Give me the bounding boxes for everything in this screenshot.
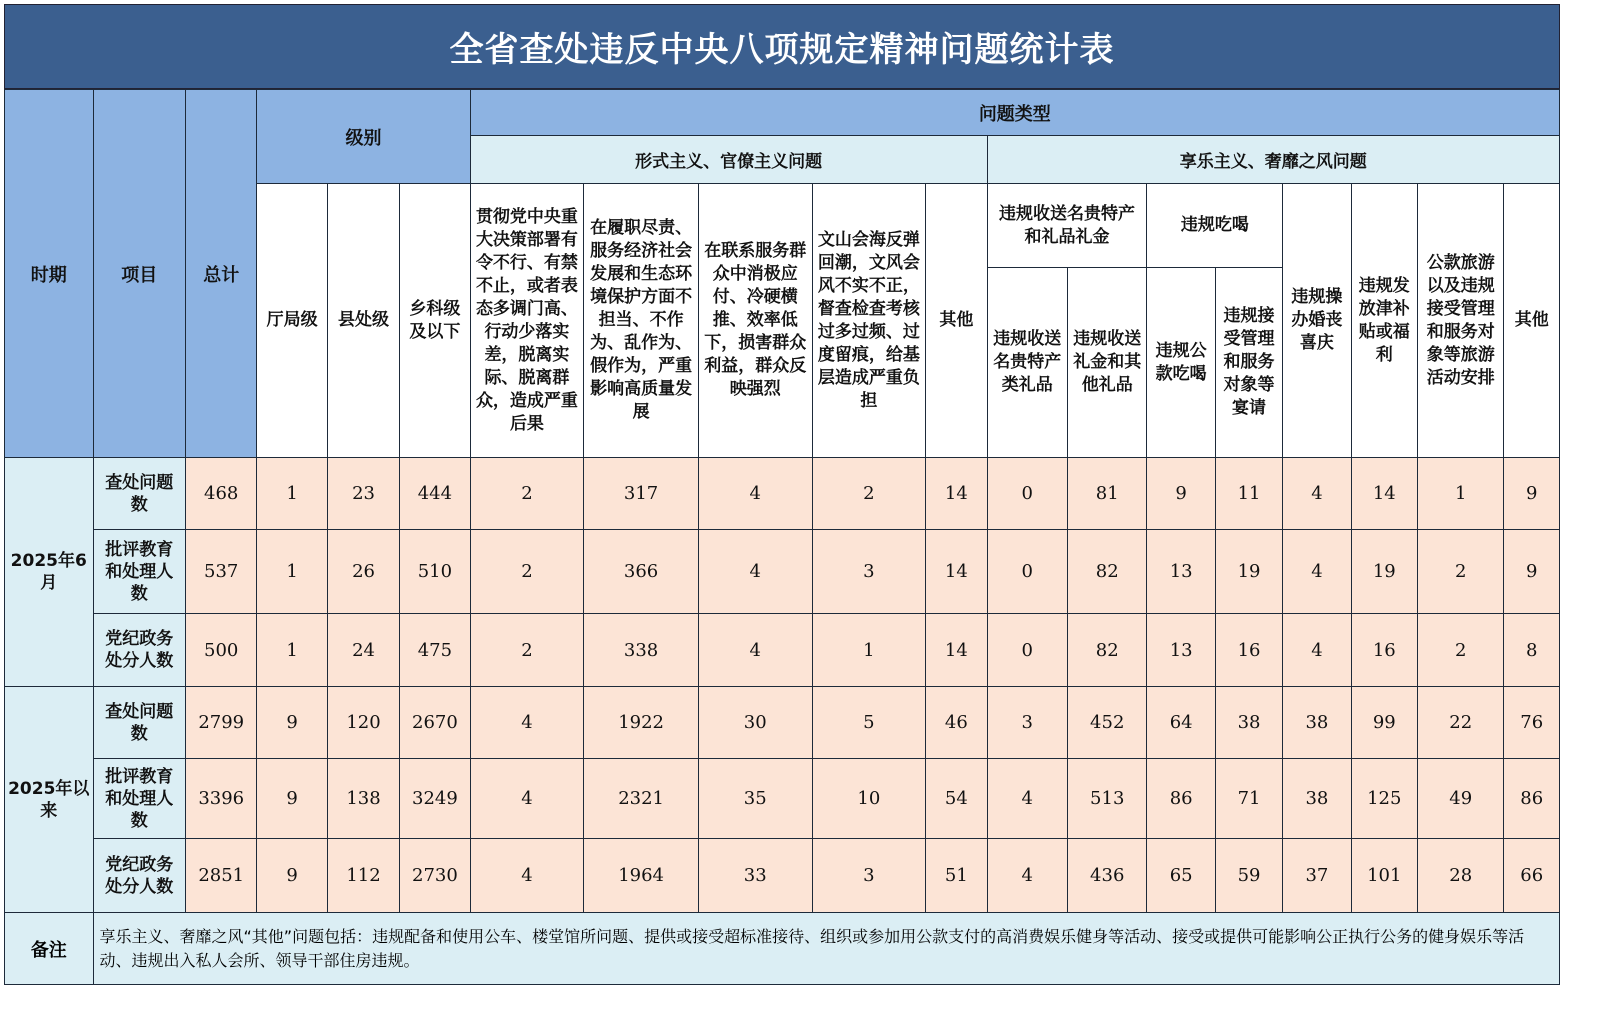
data-cell: 125	[1351, 759, 1417, 839]
data-cell: 81	[1068, 458, 1147, 530]
header-formalism-other: 其他	[926, 184, 987, 458]
data-cell: 38	[1283, 759, 1351, 839]
data-cell: 82	[1068, 614, 1147, 687]
data-cell: 101	[1351, 839, 1417, 913]
data-cell: 452	[1068, 687, 1147, 759]
data-cell: 4	[1283, 614, 1351, 687]
table-row	[5, 839, 1560, 913]
data-cell: 138	[327, 759, 399, 839]
data-cell: 9	[257, 759, 327, 839]
header-formalism-col-4: 文山会海反弹回潮，文风会风不实不正，督查检查考核过多过频、过度留痕，给基层造成严重负担	[812, 184, 926, 458]
data-cell: 2851	[186, 839, 257, 913]
data-cell: 3	[987, 687, 1067, 759]
data-cell: 500	[186, 614, 257, 687]
data-cell: 59	[1215, 839, 1282, 913]
data-cell: 9	[1504, 458, 1560, 530]
data-cell: 16	[1215, 614, 1282, 687]
data-cell: 9	[257, 839, 327, 913]
data-cell: 4	[470, 839, 584, 913]
header-total: 总计	[186, 90, 257, 458]
header-public-travel: 公款旅游以及违规接受管理和服务对象等旅游活动安排	[1417, 184, 1503, 458]
header-level-township: 乡科级及以下	[400, 184, 470, 458]
note-row	[5, 913, 1560, 985]
data-cell: 54	[926, 759, 987, 839]
data-cell: 338	[584, 614, 699, 687]
data-cell: 444	[400, 458, 470, 530]
data-cell: 1	[812, 614, 926, 687]
row-item-label: 查处问题数	[93, 458, 186, 530]
header-gift-group: 违规收送名贵特产和礼品礼金	[987, 184, 1147, 268]
table-row	[5, 530, 1560, 614]
table-row	[5, 687, 1560, 759]
data-cell: 2	[470, 614, 584, 687]
row-item-label: 批评教育和处理人数	[93, 759, 186, 839]
data-cell: 14	[926, 530, 987, 614]
data-cell: 2730	[400, 839, 470, 913]
header-level-county: 县处级	[327, 184, 399, 458]
data-cell: 35	[698, 759, 812, 839]
header-formalism-col-1: 贯彻党中央重大决策部署有令不行、有禁不止，或者表态多调门高、行动少落实差，脱离实际、脱离群众，造成严重后果	[470, 184, 584, 458]
data-cell: 4	[470, 759, 584, 839]
data-cell: 4	[470, 687, 584, 759]
data-cell: 1	[1417, 458, 1503, 530]
data-cell: 3396	[186, 759, 257, 839]
header-eat-group: 违规吃喝	[1147, 184, 1283, 268]
table-row	[5, 458, 1560, 530]
data-cell: 19	[1351, 530, 1417, 614]
table-title: 全省查处违反中央八项规定精神问题统计表	[4, 4, 1560, 89]
data-cell: 2799	[186, 687, 257, 759]
data-cell: 3	[812, 839, 926, 913]
data-cell: 37	[1283, 839, 1351, 913]
data-cell: 1964	[584, 839, 699, 913]
header-allowances: 违规发放津补贴或福利	[1351, 184, 1417, 458]
data-cell: 22	[1417, 687, 1503, 759]
data-cell: 4	[1283, 458, 1351, 530]
data-cell: 4	[698, 614, 812, 687]
data-cell: 11	[1215, 458, 1282, 530]
stats-table	[4, 89, 1560, 985]
data-cell: 64	[1147, 687, 1215, 759]
data-cell: 4	[1283, 530, 1351, 614]
data-cell: 10	[812, 759, 926, 839]
data-cell: 49	[1417, 759, 1503, 839]
header-level-group: 级别	[257, 90, 470, 184]
data-cell: 3249	[400, 759, 470, 839]
note-text: 享乐主义、奢靡之风“其他”问题包括：违规配备和使用公车、楼堂馆所问题、提供或接受超标准接待、组织或参加用公款支付的高消费娱乐健身等活动、接受或提供可能影响公正执行公务的健身娱乐等活动、违规出入私人会所、领导干部住房违规。	[93, 913, 1560, 985]
data-cell: 0	[987, 530, 1067, 614]
data-cell: 38	[1283, 687, 1351, 759]
data-cell: 475	[400, 614, 470, 687]
data-cell: 510	[400, 530, 470, 614]
header-problem-type: 问题类型	[470, 90, 1559, 136]
data-cell: 14	[926, 458, 987, 530]
data-cell: 317	[584, 458, 699, 530]
data-cell: 86	[1147, 759, 1215, 839]
data-cell: 2	[812, 458, 926, 530]
data-cell: 2	[470, 458, 584, 530]
note-label: 备注	[5, 913, 94, 985]
data-cell: 99	[1351, 687, 1417, 759]
header-weddings-funerals: 违规操办婚丧喜庆	[1283, 184, 1351, 458]
row-item-label: 党纪政务处分人数	[93, 839, 186, 913]
data-cell: 82	[1068, 530, 1147, 614]
data-cell: 112	[327, 839, 399, 913]
data-cell: 537	[186, 530, 257, 614]
data-cell: 33	[698, 839, 812, 913]
data-cell: 513	[1068, 759, 1147, 839]
data-cell: 86	[1504, 759, 1560, 839]
data-cell: 2670	[400, 687, 470, 759]
data-cell: 46	[926, 687, 987, 759]
data-cell: 4	[987, 839, 1067, 913]
data-cell: 3	[812, 530, 926, 614]
section-2025-ytd-period-cell: 2025年以来	[5, 687, 94, 913]
header-public-dining: 违规公款吃喝	[1147, 268, 1215, 458]
table-row	[5, 759, 1560, 839]
data-cell: 1	[257, 458, 327, 530]
section-2025-june-period-cell: 2025年6月	[5, 458, 94, 687]
data-cell: 14	[926, 614, 987, 687]
data-cell: 9	[1504, 530, 1560, 614]
data-cell: 468	[186, 458, 257, 530]
data-cell: 71	[1215, 759, 1282, 839]
data-cell: 24	[327, 614, 399, 687]
data-cell: 2	[470, 530, 584, 614]
data-cell: 51	[926, 839, 987, 913]
header-formalism-group: 形式主义、官僚主义问题	[470, 136, 987, 184]
data-cell: 2321	[584, 759, 699, 839]
data-cell: 4	[698, 458, 812, 530]
data-cell: 2	[1417, 530, 1503, 614]
data-cell: 65	[1147, 839, 1215, 913]
data-cell: 8	[1504, 614, 1560, 687]
data-cell: 366	[584, 530, 699, 614]
header-formalism-col-3: 在联系服务群众中消极应付、冷硬横推、效率低下，损害群众利益，群众反映强烈	[698, 184, 812, 458]
data-cell: 13	[1147, 530, 1215, 614]
header-formalism-col-2: 在履职尽责、服务经济社会发展和生态环境保护方面不担当、不作为、乱作为、假作为，严重影响高质量发展	[584, 184, 699, 458]
row-item-label: 查处问题数	[93, 687, 186, 759]
data-cell: 0	[987, 458, 1067, 530]
header-item: 项目	[93, 90, 186, 458]
data-cell: 38	[1215, 687, 1282, 759]
data-cell: 19	[1215, 530, 1282, 614]
header-period: 时期	[5, 90, 94, 458]
data-cell: 4	[987, 759, 1067, 839]
row-item-label: 批评教育和处理人数	[93, 530, 186, 614]
header-hedonism-other: 其他	[1504, 184, 1560, 458]
data-cell: 9	[1147, 458, 1215, 530]
data-cell: 26	[327, 530, 399, 614]
data-cell: 436	[1068, 839, 1147, 913]
data-cell: 23	[327, 458, 399, 530]
data-cell: 28	[1417, 839, 1503, 913]
data-cell: 66	[1504, 839, 1560, 913]
header-accept-banquet: 违规接受管理和服务对象等宴请	[1215, 268, 1282, 458]
data-cell: 1	[257, 614, 327, 687]
data-cell: 0	[987, 614, 1067, 687]
data-cell: 5	[812, 687, 926, 759]
row-item-label: 党纪政务处分人数	[93, 614, 186, 687]
data-cell: 120	[327, 687, 399, 759]
header-gift-money: 违规收送礼金和其他礼品	[1068, 268, 1147, 458]
stats-table-container	[4, 4, 1560, 988]
data-cell: 30	[698, 687, 812, 759]
data-cell: 2	[1417, 614, 1503, 687]
table-row	[5, 614, 1560, 687]
data-cell: 76	[1504, 687, 1560, 759]
header-level-bureau: 厅局级	[257, 184, 327, 458]
data-cell: 16	[1351, 614, 1417, 687]
data-cell: 14	[1351, 458, 1417, 530]
data-cell: 4	[698, 530, 812, 614]
data-cell: 9	[257, 687, 327, 759]
header-hedonism-group: 享乐主义、奢靡之风问题	[987, 136, 1559, 184]
header-gift-specialty: 违规收送名贵特产类礼品	[987, 268, 1067, 458]
data-cell: 1922	[584, 687, 699, 759]
data-cell: 1	[257, 530, 327, 614]
data-cell: 13	[1147, 614, 1215, 687]
